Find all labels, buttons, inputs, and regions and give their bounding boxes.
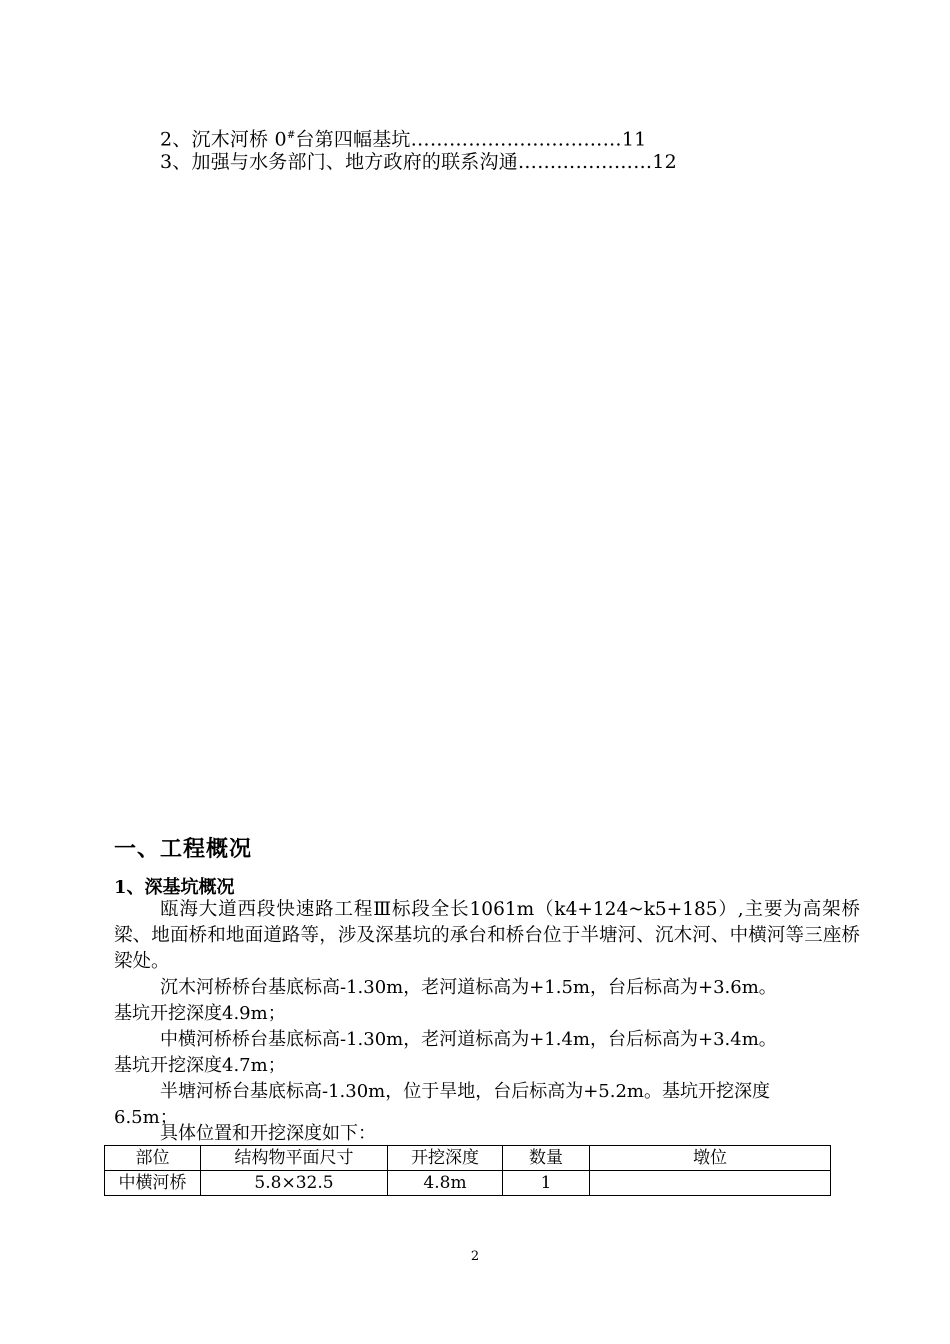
toc-entry-dots: …………………………… xyxy=(410,128,622,151)
paragraph-zhongheng-line2: 基坑开挖深度4.7m； xyxy=(114,1055,286,1076)
table-header-cell: 结构物平面尺寸 xyxy=(201,1146,388,1171)
paragraph-bantang-line2: 6.5m； xyxy=(114,1107,178,1128)
excavation-table xyxy=(104,1145,831,1196)
paragraph-overview: 瓯海大道西段快速路工程Ⅲ标段全长1061m（k4+124~k5+185）,主要为高架桥梁、地面桥和地面道路等，涉及深基坑的承台和桥台位于半塘河、沉木河、中横河等三座桥梁处。 xyxy=(114,899,860,972)
table-cell: 1 xyxy=(503,1171,590,1196)
toc-entry-page: 12 xyxy=(652,151,677,173)
toc-entry[interactable] xyxy=(160,124,646,151)
toc-entry-label: 2、沉木河桥 0 xyxy=(160,128,287,151)
paragraph-chenmu-line2: 基坑开挖深度4.9m； xyxy=(114,1003,286,1024)
page-number: 2 xyxy=(470,1249,480,1264)
paragraph-zhongheng-line1: 中横河桥桥台基底标高-1.30m，老河道标高为+1.4m，台后标高为+3.4m。 xyxy=(160,1029,777,1050)
toc-entry-label-rest: 台第四幅基坑 xyxy=(295,128,411,151)
table-row xyxy=(105,1171,831,1196)
toc-entry-label: 3、加强与水务部门、地方政府的联系沟通 xyxy=(160,151,518,173)
table-header-row xyxy=(105,1146,831,1171)
subsection-heading: 1、深基坑概况 xyxy=(114,877,235,898)
paragraph-table-intro: 具体位置和开挖深度如下： xyxy=(160,1123,376,1144)
toc-entry[interactable] xyxy=(160,150,677,174)
table-cell: 4.8m xyxy=(388,1171,503,1196)
table-header-cell: 部位 xyxy=(105,1146,201,1171)
table-cell: 5.8×32.5 xyxy=(201,1171,388,1196)
table-header-cell: 数量 xyxy=(503,1146,590,1171)
table-header-cell: 开挖深度 xyxy=(388,1146,503,1171)
toc-entry-sup: # xyxy=(286,130,296,141)
table-header-cell: 墩位 xyxy=(590,1146,831,1171)
table-cell xyxy=(590,1171,831,1196)
toc-entry-page: 11 xyxy=(621,128,647,151)
paragraph-bantang-line1: 半塘河桥台基底标高-1.30m，位于旱地，台后标高为+5.2m。基坑开挖深度 xyxy=(160,1081,771,1102)
toc-entry-dots: ………………… xyxy=(517,151,653,173)
section-heading: 一、工程概况 xyxy=(114,836,253,862)
paragraph-chenmu-line1: 沉木河桥桥台基底标高-1.30m，老河道标高为+1.5m，台后标高为+3.6m。 xyxy=(160,977,777,998)
table-cell: 中横河桥 xyxy=(105,1171,201,1196)
